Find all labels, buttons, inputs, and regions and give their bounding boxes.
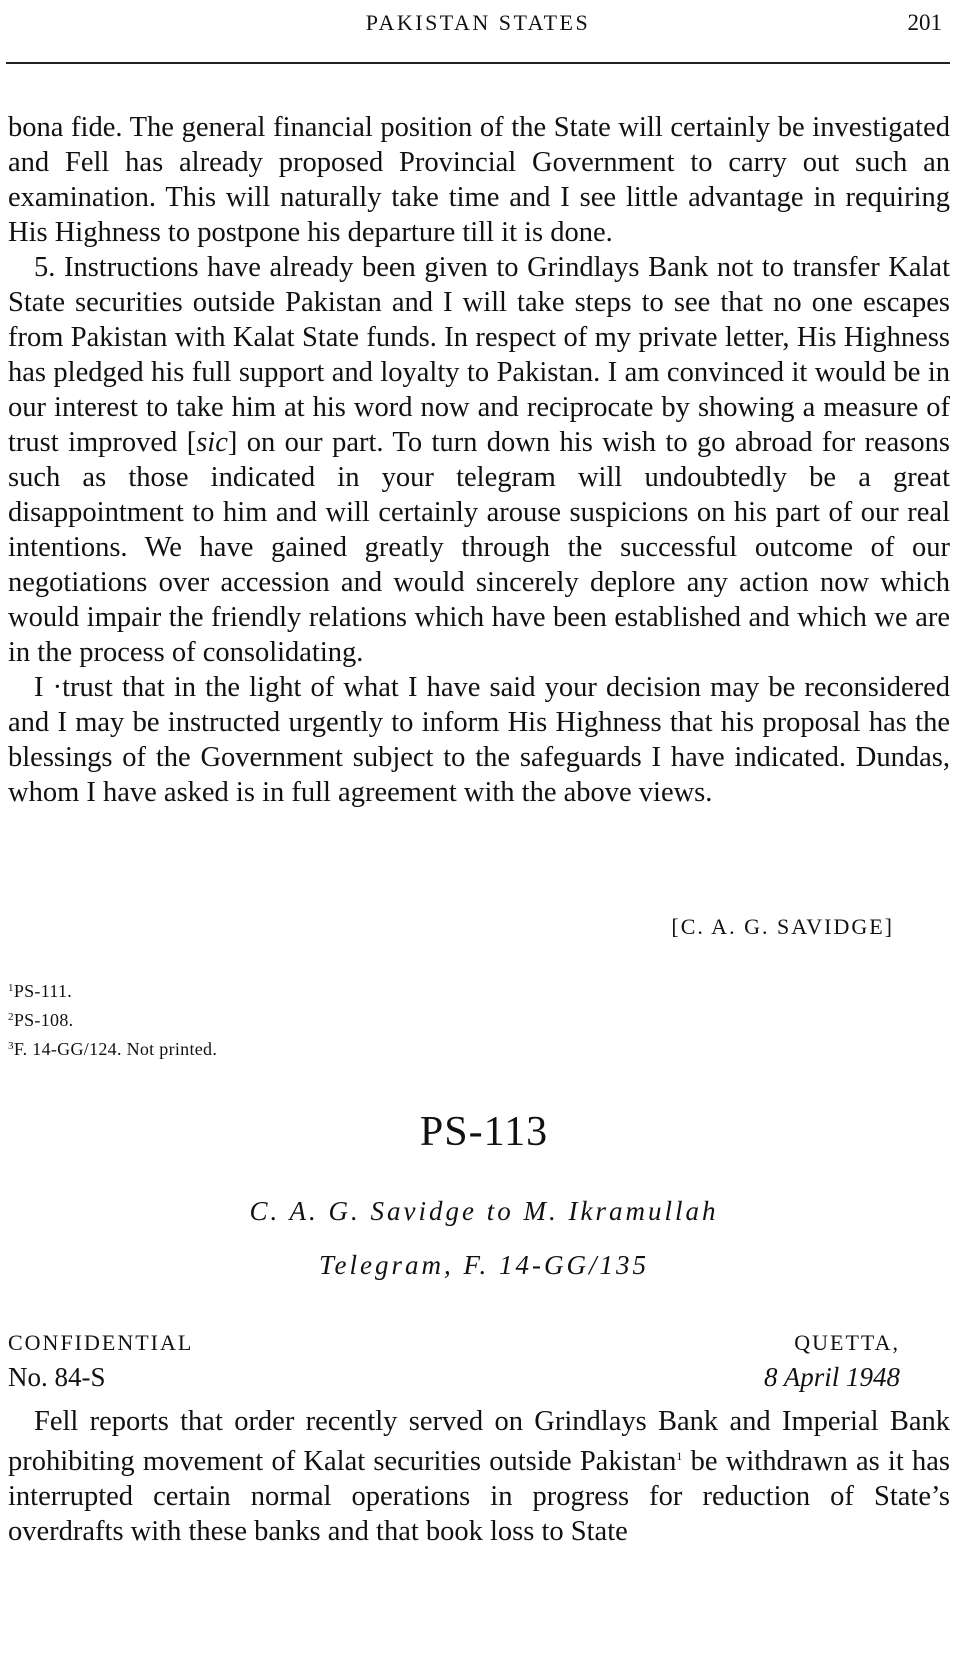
- footnote-text: F. 14-GG/124. Not printed.: [13, 1039, 218, 1059]
- sic-annotation: sic: [196, 427, 228, 458]
- document-reference: Telegram, F. 14-GG/135: [318, 1250, 649, 1280]
- document-date: 8 April 1948: [763, 1362, 900, 1392]
- telegram-body: [8, 1404, 950, 1549]
- reference-number: No. 84-S: [8, 1362, 106, 1392]
- paragraph-continuation: bona fide. The general financial position of the State will certainly be investigated and Fell has already proposed Provincial Government to carry out such an examination. This will naturally take time and I see little advantage in requiring His Highness to postpone his departure till it is done.: [8, 112, 950, 248]
- place: QUETTA,: [794, 1330, 900, 1355]
- header-rule: [6, 62, 950, 64]
- page-number: 201: [907, 10, 942, 35]
- running-title: PAKISTAN STATES: [365, 10, 591, 35]
- footnote: [8, 1004, 217, 1033]
- telegram-text-cont: be withdrawn as it has interrupted certain normal operations in progress for reduction of State’s overdrafts with these banks and that book loss to State: [8, 1446, 950, 1547]
- footnote-text: PS-111.: [13, 981, 73, 1001]
- signature: [C. A. G. SAVIDGE]: [671, 914, 894, 939]
- running-head: [8, 10, 948, 50]
- telegram-text: Fell reports that order recently served on Grindlays Bank and Imperial Bank prohibiting movement of Kalat securities outside Pakistan: [8, 1406, 950, 1477]
- footnote-mark: 3: [8, 1040, 14, 1052]
- footnote-mark: 1: [8, 982, 14, 994]
- footnote-text: PS-108.: [13, 1010, 74, 1030]
- footnotes: [8, 975, 217, 1062]
- paragraph-5-text: 5. Instructions have already been given to Grindlays Bank not to transfer Kalat State securities outside Pakistan and I will take steps to see that no one escapes from Pakistan with Kalat State funds. In respect of my private letter, His Highness has pledged his full support and loyalty to Pakistan. I am convinced it would be in our interest to take him at his word now and reciprocate by showing a measure of trust improved [: [8, 252, 950, 458]
- paragraph-closing: I ·trust that in the light of what I have said your decision may be reconsidered and I may be instructed urgently to inform His Highness that his proposal has the blessings of the Government subject to the safeguards I have indicated. Dundas, whom I have asked is in full agreement with the above views.: [8, 672, 950, 808]
- document-number: PS-113: [419, 1109, 549, 1155]
- telegram-paragraph: [8, 1404, 950, 1549]
- document-sender-recipient: C. A. G. Savidge to M. Ikramullah: [249, 1196, 719, 1226]
- letter-body: [8, 110, 950, 810]
- footnote-mark: 2: [8, 1011, 14, 1023]
- footnote: [8, 1033, 217, 1062]
- footnote-mark: 1: [676, 1449, 683, 1463]
- footnote: [8, 975, 217, 1004]
- paragraph-5: [8, 250, 950, 670]
- paragraph-5-text-cont: ] on our part. To turn down his wish to go abroad for reasons such as those indicated in your telegram will undoubtedly be a great disappointment to him and will certainly arouse suspicions on his part of our real intentions. We have gained greatly through the successful outcome of our negotiations over accession and would sincerely deplore any action now which would impair the friendly relations which have been established and which we are in the process of consolidating.: [8, 427, 950, 668]
- classification: CONFIDENTIAL: [8, 1330, 194, 1355]
